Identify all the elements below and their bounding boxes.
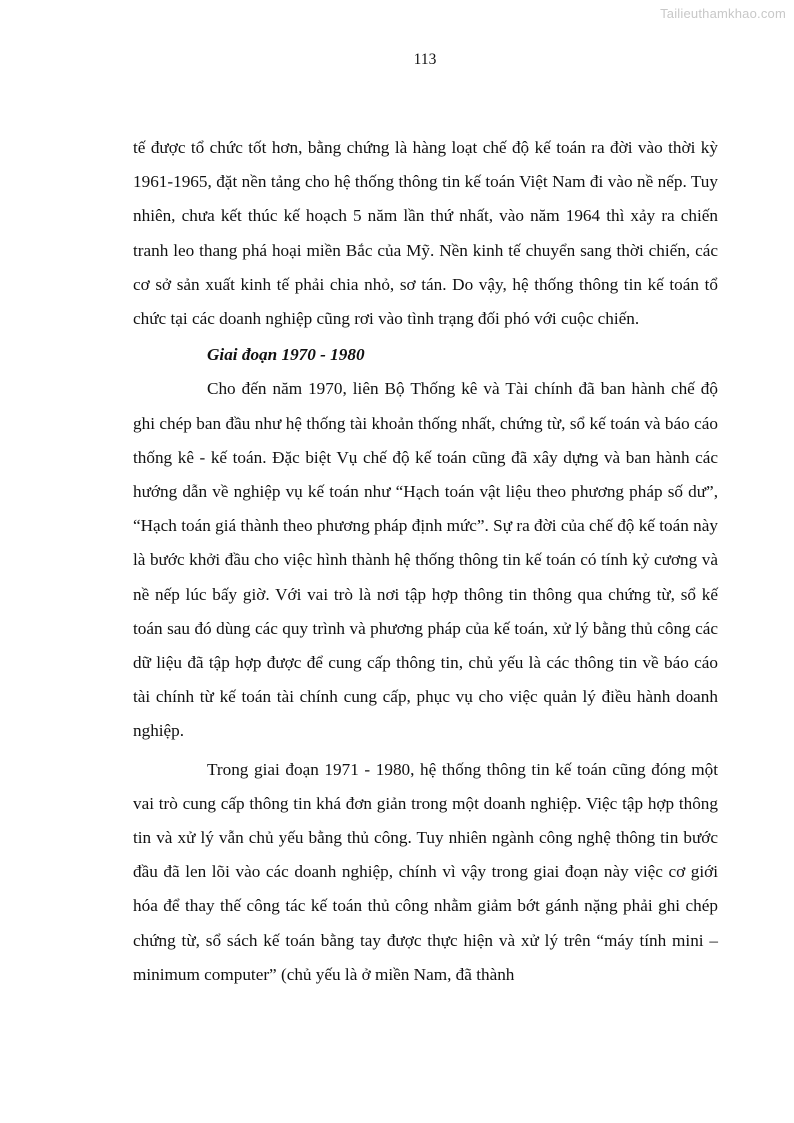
paragraph-1971-1980: Trong giai đoạn 1971 - 1980, hệ thống thông tin kế toán cũng đóng một vai trò cung cấp thông tin khá đơn giản trong một doanh nghiệp. Việc tập hợp thông tin và xử lý vẫn chủ yếu bằng thủ công. Tuy nhiên ngành công nghệ thông tin bước đầu đã len lõi vào các doanh nghiệp, chính vì vậy trong giai đoạn này việc cơ giới hóa để thay thế công tác kế toán thủ công nhằm giảm bớt gánh nặng phải ghi chép chứng từ, sổ sách kế toán bằng tay được thực hiện và xử lý trên “máy tính mini – minimum computer” (chủ yếu là ở miền Nam, đã thành xyxy=(133,759,718,984)
document-body xyxy=(133,131,718,992)
page-number: 113 xyxy=(413,51,437,68)
section-heading: Giai đoạn 1970 - 1980 xyxy=(207,345,365,365)
paragraph-1970-1980: Cho đến năm 1970, liên Bộ Thống kê và Tài chính đã ban hành chế độ ghi chép ban đầu như hệ thống tài khoản thống nhất, chứng từ, sổ kế toán và báo cáo thống kê - kế toán. Đặc biệt Vụ chế độ kế toán cũng đã xây dựng và ban hành các hướng dẫn về nghiệp vụ kế toán như “Hạch toán vật liệu theo phương pháp số dư”, “Hạch toán giá thành theo phương pháp định mức”. Sự ra đời của chế độ kế toán này là bước khởi đầu cho việc hình thành hệ thống thông tin kế toán có tính kỷ cương và nề nếp lúc bấy giờ. Với vai trò là nơi tập hợp thông tin thông qua chứng từ, sổ kế toán sau đó dùng các quy trình và phương pháp của kế toán, xử lý bằng thủ công các dữ liệu đã tập hợp được để cung cấp thông tin, chủ yếu là các thông tin về báo cáo tài chính từ kế toán tài chính cung cấp, phục vụ cho việc quản lý điều hành doanh nghiệp. xyxy=(133,379,718,741)
watermark: Tailieuthamkhao.com xyxy=(660,6,786,21)
paragraph-continuation: tế được tổ chức tốt hơn, bằng chứng là hàng loạt chế độ kế toán ra đời vào thời kỳ 1961-1965, đặt nền tảng cho hệ thống thông tin kế toán Việt Nam đi vào nề nếp. Tuy nhiên, chưa kết thúc kế hoạch 5 năm lần thứ nhất, vào năm 1964 thì xảy ra chiến tranh leo thang phá hoại miền Bắc của Mỹ. Nền kinh tế chuyển sang thời chiến, các cơ sở sản xuất kinh tế phải chia nhỏ, sơ tán. Do vậy, hệ thống thông tin kế toán tổ chức tại các doanh nghiệp cũng rơi vào tình trạng đối phó với cuộc chiến. xyxy=(133,138,718,329)
